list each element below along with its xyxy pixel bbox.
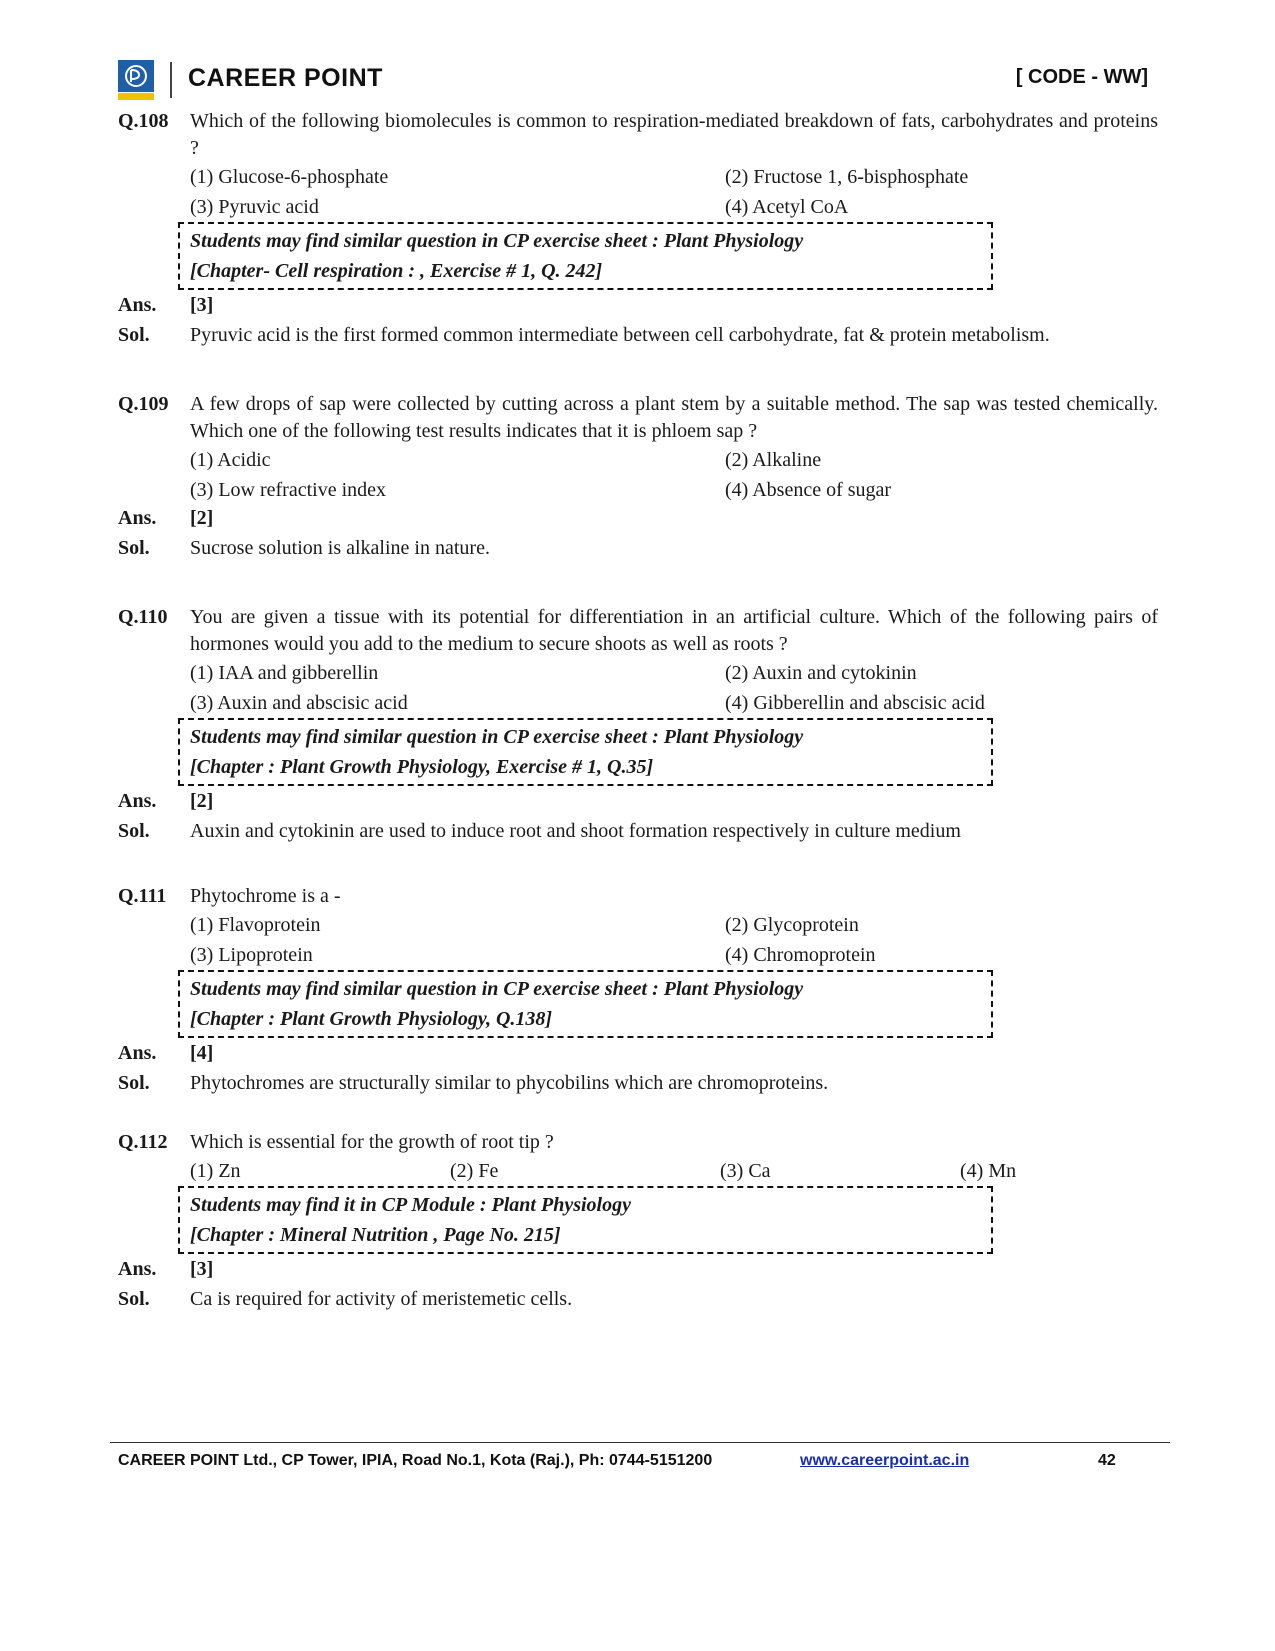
answer-label: Ans.	[118, 1258, 157, 1280]
answer-label: Ans.	[118, 790, 157, 812]
answer-value: [2]	[190, 507, 214, 529]
option-2: (2) Glycoprotein	[725, 914, 859, 936]
solution-label: Sol.	[118, 537, 150, 559]
reference-note	[178, 222, 993, 290]
solution-text: Sucrose solution is alkaline in nature.	[190, 537, 490, 559]
reference-note	[178, 1186, 993, 1254]
question-text: Phytochrome is a -	[190, 885, 341, 907]
question-number: Q.109	[118, 393, 169, 415]
question-110	[118, 604, 1158, 845]
question-text: Which is essential for the growth of root tip ?	[190, 1131, 554, 1153]
brand-name: CAREER POINT	[188, 64, 383, 92]
options	[190, 658, 1158, 718]
note-line: Students may find similar question in CP exercise sheet : Plant Physiology	[190, 726, 804, 748]
paper-code: [ CODE - WW]	[1015, 66, 1148, 88]
option-4: (4) Absence of sugar	[725, 479, 892, 501]
option-1: (1) Acidic	[190, 449, 271, 471]
option-3: (3) Low refractive index	[190, 479, 387, 501]
reference-note	[178, 970, 993, 1038]
note-line: [Chapter : Plant Growth Physiology, Exercise # 1, Q.35]	[190, 756, 654, 778]
options	[190, 445, 1158, 505]
option-4: (4) Acetyl CoA	[725, 196, 849, 218]
solution-label: Sol.	[118, 820, 150, 842]
footer-divider	[110, 1442, 1170, 1443]
page-header	[118, 58, 1178, 102]
answer-value: [4]	[190, 1042, 214, 1064]
page-number: 42	[1098, 1452, 1116, 1469]
option-3: (3) Lipoprotein	[190, 944, 313, 966]
option-4: (4) Gibberellin and abscisic acid	[725, 692, 985, 714]
question-text: Which of the following biomolecules is common to respiration-mediated breakdown of fats, carbohydrates and proteins ?	[190, 110, 1158, 159]
solution-text: Pyruvic acid is the first formed common intermediate between cell carbohydrate, fat & protein metabolism.	[190, 324, 1050, 346]
note-line: [Chapter : Plant Growth Physiology, Q.138]	[190, 1008, 553, 1030]
option-3: (3) Pyruvic acid	[190, 196, 319, 218]
option-1: (1) IAA and gibberellin	[190, 662, 379, 684]
logo-divider	[170, 62, 172, 98]
solution-label: Sol.	[118, 324, 150, 346]
question-109	[118, 391, 1158, 562]
answer-value: [3]	[190, 1258, 214, 1280]
option-2: (2) Alkaline	[725, 449, 822, 471]
question-number: Q.112	[118, 1131, 168, 1153]
note-line: [Chapter- Cell respiration : , Exercise # 1, Q. 242]	[190, 260, 603, 282]
solution-text: Phytochromes are structurally similar to phycobilins which are chromoproteins.	[190, 1072, 829, 1094]
note-line: Students may find it in CP Module : Plant Physiology	[190, 1194, 631, 1216]
solution-label: Sol.	[118, 1288, 150, 1310]
option-2: (2) Fructose 1, 6-bisphosphate	[725, 166, 969, 188]
question-111	[118, 883, 1158, 1097]
answer-label: Ans.	[118, 1042, 157, 1064]
options	[190, 910, 1158, 970]
option-1: (1) Zn	[190, 1160, 241, 1182]
question-112	[118, 1129, 1158, 1313]
answer-value: [3]	[190, 294, 214, 316]
option-4: (4) Mn	[960, 1160, 1017, 1182]
question-text: You are given a tissue with its potential for differentiation in an artificial culture. Which of the following pairs of hormones would you add to the medium to secure shoots as well as roots ?	[190, 606, 1158, 655]
footer-address: CAREER POINT Ltd., CP Tower, IPIA, Road No.1, Kota (Raj.), Ph: 0744-5151200	[118, 1452, 713, 1469]
solution-text: Auxin and cytokinin are used to induce root and shoot formation respectively in culture medium	[190, 820, 961, 842]
note-line: Students may find similar question in CP exercise sheet : Plant Physiology	[190, 230, 804, 252]
question-108	[118, 108, 1158, 349]
answer-value: [2]	[190, 790, 214, 812]
options	[190, 162, 1158, 222]
option-3: (3) Auxin and abscisic acid	[190, 692, 408, 714]
question-number: Q.110	[118, 606, 168, 628]
options	[190, 1156, 1158, 1186]
answer-label: Ans.	[118, 294, 157, 316]
option-4: (4) Chromoprotein	[725, 944, 876, 966]
option-2: (2) Auxin and cytokinin	[725, 662, 917, 684]
question-number: Q.108	[118, 110, 169, 132]
question-list	[118, 108, 1158, 1313]
note-line: [Chapter : Mineral Nutrition , Page No. 215]	[190, 1224, 561, 1246]
answer-label: Ans.	[118, 507, 157, 529]
solution-text: Ca is required for activity of meristemetic cells.	[190, 1288, 573, 1310]
note-line: Students may find similar question in CP exercise sheet : Plant Physiology	[190, 978, 804, 1000]
question-text: A few drops of sap were collected by cutting across a plant stem by a suitable method. The sap was tested chemically. Which one of the following test results indicates that it is phloem sap ?	[190, 393, 1158, 442]
solution-label: Sol.	[118, 1072, 150, 1094]
question-number: Q.111	[118, 885, 167, 907]
option-1: (1) Flavoprotein	[190, 914, 321, 936]
option-1: (1) Glucose-6-phosphate	[190, 166, 389, 188]
reference-note	[178, 718, 993, 786]
option-3: (3) Ca	[720, 1160, 771, 1182]
website-link[interactable]: www.careerpoint.ac.in	[800, 1452, 970, 1469]
option-2: (2) Fe	[450, 1160, 499, 1182]
career-point-logo	[118, 60, 154, 100]
